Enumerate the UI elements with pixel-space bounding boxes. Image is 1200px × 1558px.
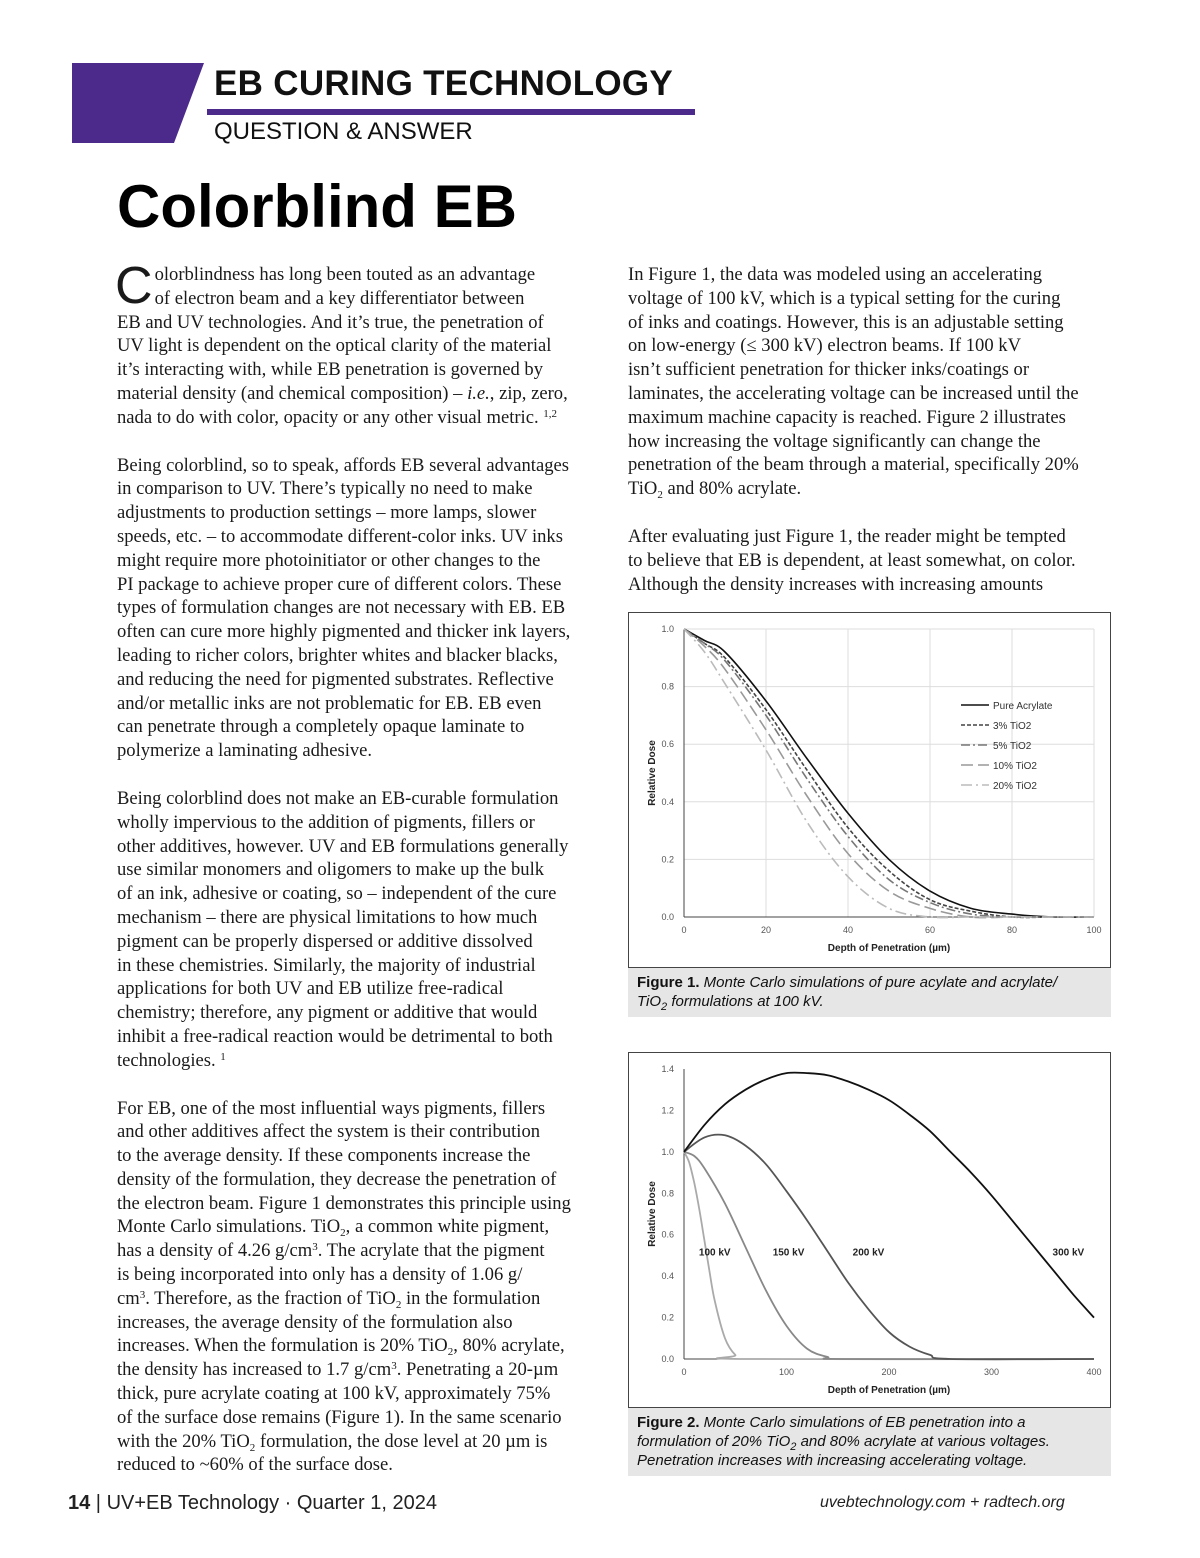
series-line-150-kv: [684, 1152, 1094, 1359]
x-tick-label-3: 300: [983, 1367, 1000, 1377]
footer-websites[interactable]: uvebtechnology.com + radtech.org: [820, 1494, 1065, 1511]
x-tick-label-4: 80: [1006, 925, 1018, 935]
y-tick-label-0: 0.0: [661, 912, 674, 922]
x-tick-label-1: 20: [760, 925, 772, 935]
figure-2: [628, 1052, 1111, 1476]
legend-label-2: 5% TiO2: [993, 741, 1032, 752]
header-accent-shape: [72, 63, 204, 143]
y-tick-label-2: 0.4: [661, 796, 674, 807]
article-title: Colorblind EB: [117, 173, 517, 240]
x-tick-label-5: 100: [1086, 925, 1102, 935]
series-line-20-tio2: [684, 629, 1094, 918]
page-number: 14: [68, 1492, 91, 1514]
voltage-label-0: 100 kV: [698, 1247, 731, 1259]
y-tick-label-3: 0.6: [661, 1229, 674, 1240]
left-column: [115, 257, 602, 1501]
y-tick-label-1: 0.2: [661, 1312, 674, 1323]
section-subtitle: QUESTION & ANSWER: [214, 118, 473, 145]
paragraph-5: In Figure 1, the data was modeled using an accelerating voltage of 100 kV, which is a typical setting for the curing of inks and coatings. However, this is an adjustable setting on low-energy (≤ 300 kV) electron beams. If 100 kV isn’t sufficient penetration for thicker inks/coatings or laminates, the accelerating voltage can be increased until the maximum machine capacity is reached. Figure 2 illustrates how increasing the voltage significantly can change the penetration of the beam through a material, specifically 20% TiO$_2$ and 80% acrylate.: [628, 264, 1079, 502]
y-tick-label-4: 0.8: [661, 1188, 674, 1199]
y-axis-title: Relative Dose: [647, 740, 658, 806]
footer-publication: 14 | UV+EB Technology · Quarter 1, 2024: [68, 1492, 437, 1514]
y-axis-title: Relative Dose: [647, 1181, 658, 1247]
right-column: [628, 263, 1113, 620]
voltage-label-3: 300 kV: [1052, 1247, 1085, 1259]
x-tick-label-2: 200: [881, 1367, 897, 1377]
y-tick-label-5: 1.0: [661, 624, 674, 634]
x-tick-label-0: 0: [681, 925, 687, 935]
y-tick-label-5: 1.0: [661, 1146, 674, 1157]
drop-cap: C: [115, 257, 153, 315]
paragraph-2: Being colorblind, so to speak, affords EB several advantages in comparison to UV. There’s typically no need to make adjustments to production settings – more lamps, slower speeds, etc. – to accommodate different-color inks. UV inks might require more photoinitiator or other changes to the PI package to achieve proper cure of different colors. These types of formulation changes are not necessary with EB. EB often can cure more highly pigmented and thicker ink layers, leading to richer colors, brighter whites and blacker blacks, and reducing the need for pigmented substrates. Reflective and/or metallic inks are not problematic for EB. EB even can penetrate through a completely opaque laminate to polymerize a laminating adhesive.: [117, 454, 571, 762]
paragraph-6: After evaluating just Figure 1, the reader might be tempted to believe that EB is dependent, at least somewhat, on color. Although the density increases with increasing amounts: [628, 525, 1076, 595]
y-tick-label-4: 0.8: [661, 681, 674, 692]
y-tick-label-3: 0.6: [661, 739, 674, 750]
figure-1: [628, 612, 1111, 1017]
figure-1-chart-frame: [628, 612, 1111, 968]
y-tick-label-7: 1.4: [661, 1064, 674, 1074]
x-tick-label-0: 0: [681, 1367, 687, 1377]
y-tick-label-1: 0.2: [661, 854, 674, 865]
x-axis-title: Depth of Penetration (µm): [827, 943, 951, 954]
series-line-10-tio2: [684, 629, 1094, 918]
paragraph-3: Being colorblind does not make an EB-curable formulation wholly impervious to the addition of pigments, fillers or other additives, however. UV and EB formulations generally use similar monomers and oligomers to make up the bulk of an ink, adhesive or coating, so – independent of the cure mechanism – there are physical limitations to how much pigment can be properly dispersed or additive dissolved in these chemistries. Similarly, the majority of industrial applications for both UV and EB utilize free-radical chemistry; therefore, any pigment or additive that would inhibit a free-radical reaction would be detrimental to both technologies. $^1$: [117, 787, 569, 1071]
y-tick-label-6: 1.2: [661, 1105, 674, 1116]
y-tick-label-0: 0.0: [661, 1354, 674, 1364]
series-line-300-kv: [684, 1073, 1094, 1318]
x-tick-label-4: 400: [1086, 1367, 1102, 1377]
publication-name: UV+EB Technology · Quarter 1, 2024: [106, 1492, 437, 1514]
x-tick-label-2: 40: [842, 925, 854, 935]
header-rule: [207, 109, 695, 115]
paragraph-4: For EB, one of the most influential ways pigments, fillers and other additives affect the system is their contribution to the average density. If these components increase the density of the formulation, they decrease the penetration of the electron beam. Figure 1 demonstrates this principle using Monte Carlo simulations. TiO$_2$, a common white pigment, has a density of 4.26 $g/cm^3$. The acrylate that the pigment is being incorporated into only has a density of 1.06 g/ $cm^3$. Therefore, as the fraction of TiO$_2$ in the formulation increases, the average density of the formulation also increases. When the formulation is 20% TiO$_2$, 80% acrylate, the density has increased to 1.7 $g/cm^3$. Penetrating a 20-µm thick, pure acrylate coating at 100 kV, approximately 75% of the surface dose remains (Figure 1). In the same scenario with the 20% TiO$_2$ formulation, the dose level at 20 µm is reduced to ~60% of the surface dose.: [117, 1097, 571, 1476]
series-line-100-kv: [684, 1152, 1094, 1359]
series-line-pure-acrylate: [684, 629, 1094, 917]
legend-label-1: 3% TiO2: [993, 721, 1032, 732]
paragraph-1: C olorblindness has long been touted as an advantage of electron beam and a key differentiator between EB and UV technologies. And it’s true, the penetration of UV light is dependent on the optical clarity of the material it’s interacting with, while EB penetration is governed by material density (and chemical composition) – i.e., zip, zero, nada to do with color, opacity or any other visual metric. $^{1,2}$: [115, 257, 568, 428]
y-tick-label-2: 0.4: [661, 1271, 674, 1282]
figure-2-caption: Figure 2. Monte Carlo simulations of EB penetration into a formulation of 20% TiO$_2$ and 80% acrylate at various voltages. Penetration increases with increasing accelerating voltage.: [628, 1408, 1111, 1476]
legend-label-4: 20% TiO2: [993, 781, 1037, 792]
legend-label-3: 10% TiO2: [993, 761, 1037, 772]
x-tick-label-3: 60: [924, 925, 936, 935]
voltage-label-1: 150 kV: [772, 1247, 805, 1259]
series-line-5-tio2: [684, 629, 1094, 917]
figure-2-chart: [629, 1053, 1110, 1405]
legend-label-0: Pure Acrylate: [993, 701, 1053, 712]
figure-2-chart-frame: [628, 1052, 1111, 1408]
figure-1-caption: Figure 1. Monte Carlo simulations of pure acylate and acrylate/ TiO$_2$ formulations at 100 kV.: [628, 968, 1111, 1017]
x-tick-label-1: 100: [778, 1367, 795, 1377]
voltage-label-2: 200 kV: [852, 1247, 885, 1259]
section-title: EB CURING TECHNOLOGY: [214, 64, 674, 103]
series-line-3-tio2: [684, 629, 1094, 917]
x-axis-title: Depth of Penetration (µm): [827, 1385, 951, 1396]
figure-1-chart: [629, 613, 1110, 965]
